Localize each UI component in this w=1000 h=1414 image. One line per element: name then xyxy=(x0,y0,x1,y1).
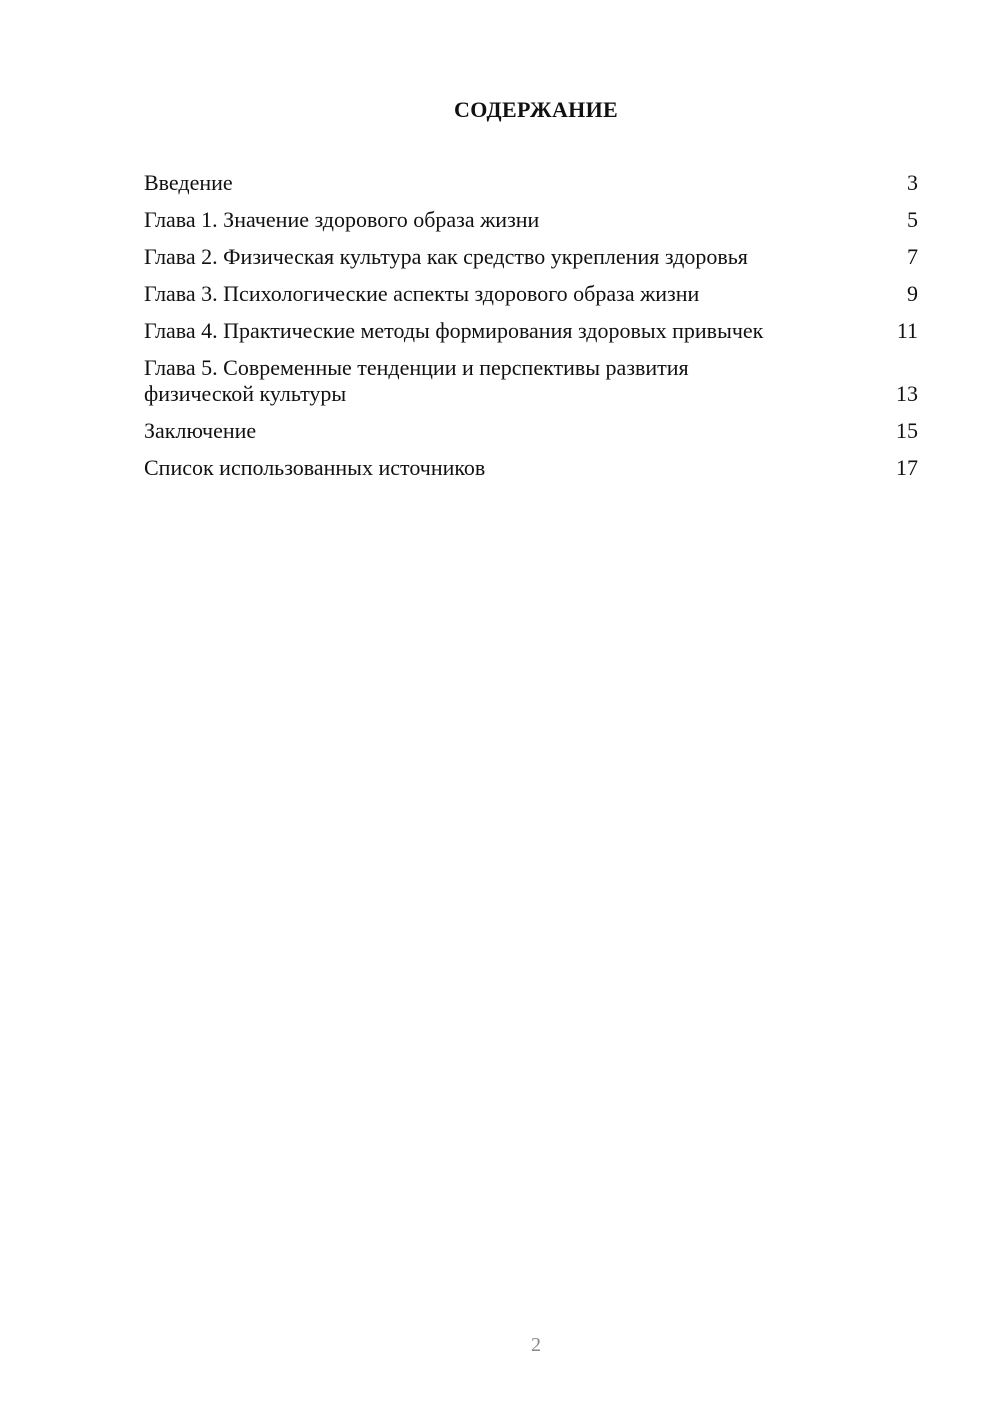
page-number: 2 xyxy=(531,1334,541,1356)
toc-entry-page: 5 xyxy=(907,207,918,232)
toc-entry-page: 11 xyxy=(896,318,918,343)
toc-entry-text: Введение xyxy=(144,170,233,195)
toc-entry-page: 3 xyxy=(907,170,918,195)
toc-entry xyxy=(144,318,918,344)
toc-entry-text: Список использованных источников xyxy=(144,455,486,480)
toc-entry-text: Глава 5. Современные тенденции и перспективы развития физической культуры xyxy=(144,355,689,406)
toc-entry-text: Заключение xyxy=(144,418,257,443)
toc-entry-page: 15 xyxy=(896,418,918,443)
toc-entry-text: Глава 1. Значение здорового образа жизни xyxy=(144,207,540,232)
toc-entry-page: 17 xyxy=(896,455,918,480)
toc-entry-text: Глава 3. Психологические аспекты здорового образа жизни xyxy=(144,281,700,306)
toc-entry xyxy=(144,418,918,444)
toc-entry-page: 7 xyxy=(907,244,918,269)
toc-entry xyxy=(144,244,918,270)
toc-entry-page: 9 xyxy=(907,281,918,306)
toc-entry-page: 13 xyxy=(896,381,918,406)
toc-list xyxy=(144,170,918,492)
toc-entry-text: Глава 2. Физическая культура как средство укрепления здоровья xyxy=(144,244,748,269)
toc-entry-text: Глава 4. Практические методы формирования здоровых привычек xyxy=(144,318,764,343)
toc-entry xyxy=(144,355,918,407)
toc-entry xyxy=(144,207,918,233)
toc-entry xyxy=(144,170,918,196)
toc-entry xyxy=(144,455,918,481)
toc-title: СОДЕРЖАНИЕ xyxy=(454,97,618,122)
toc-entry xyxy=(144,281,918,307)
